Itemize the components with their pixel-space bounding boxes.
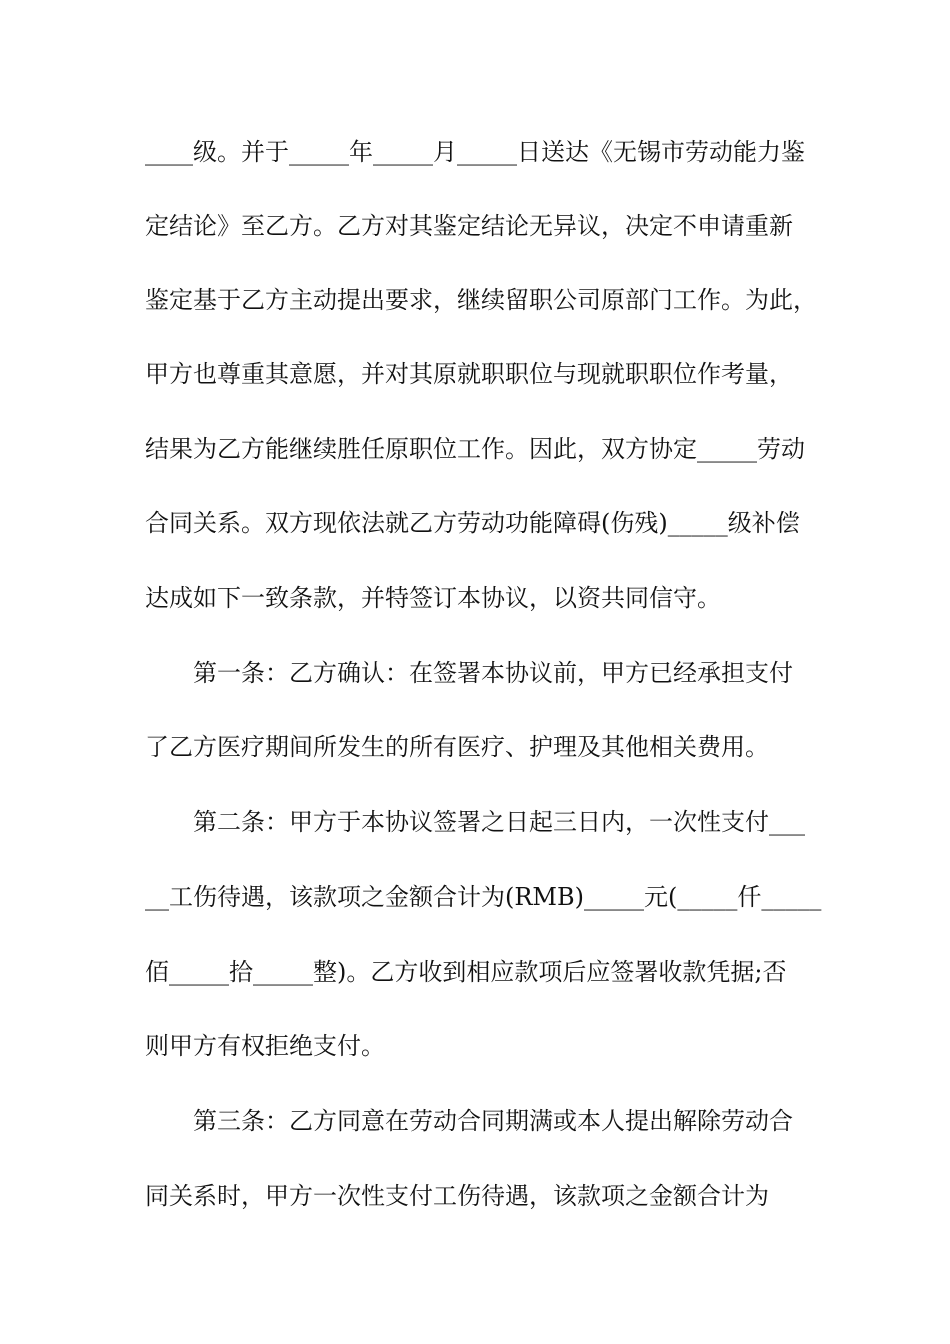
text-line: 佰_____拾_____整)。乙方收到相应款项后应签署收款凭据;否: [145, 958, 787, 986]
text-line: 甲方也尊重其意愿，并对其原就职职位与现就职职位作考量，: [145, 360, 793, 388]
text-line: 则甲方有权拒绝支付。: [145, 1032, 385, 1060]
text-line: ____级。并于_____年_____月_____日送达《无锡市劳动能力鉴: [145, 138, 805, 166]
clause-3-line: 第三条：乙方同意在劳动合同期满或本人提出解除劳动合: [193, 1107, 793, 1135]
text-line: 结果为乙方能继续胜任原职位工作。因此，双方协定_____劳动: [145, 435, 805, 463]
text-line: 同关系时，甲方一次性支付工伤待遇，该款项之金额合计为: [145, 1182, 769, 1210]
text-line: __工伤待遇，该款项之金额合计为(RMB)_____元(_____仟_____: [145, 883, 822, 911]
clause-2-line: 第二条：甲方于本协议签署之日起三日内，一次性支付___: [193, 808, 805, 836]
text-line: 定结论》至乙方。乙方对其鉴定结论无异议，决定不申请重新: [145, 212, 793, 240]
text-line: 鉴定基于乙方主动提出要求，继续留职公司原部门工作。为此，: [145, 286, 817, 314]
text-line: 合同关系。双方现依法就乙方劳动功能障碍(伤残)_____级补偿: [145, 509, 800, 537]
text-line: 了乙方医疗期间所发生的所有医疗、护理及其他相关费用。: [145, 733, 769, 761]
text-line: 达成如下一致条款，并特签订本协议，以资共同信守。: [145, 584, 721, 612]
clause-1-line: 第一条：乙方确认：在签署本协议前，甲方已经承担支付: [193, 659, 793, 687]
